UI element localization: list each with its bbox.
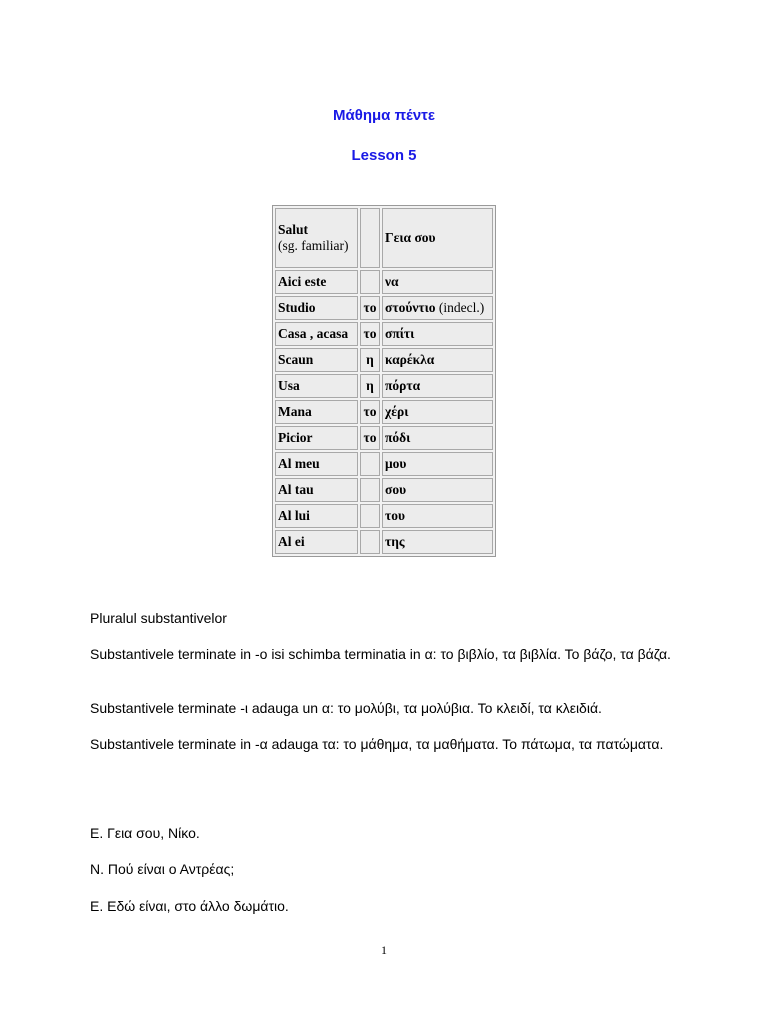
paragraph-2: Substantivele terminate -ι adauga un α: το μολύβι, τα μολύβια. Το κλειδί, τα κλειδιά. (90, 700, 602, 716)
title-lesson: Lesson 5 (351, 147, 417, 164)
greek-cell (382, 400, 493, 424)
page-number: 1 (381, 943, 387, 957)
article-cell (360, 270, 380, 294)
table-row (275, 322, 493, 346)
romanian-cell: Al ei (275, 530, 358, 554)
article-cell (360, 504, 380, 528)
table-row (275, 374, 493, 398)
romanian-cell: Scaun (275, 348, 358, 372)
dialog-line-3: Ε. Εδώ είναι, στο άλλο δωμάτιο. (90, 898, 289, 914)
romanian-cell: Casa , acasa (275, 322, 358, 346)
article-cell: το (360, 322, 380, 346)
greek-cell (382, 374, 493, 398)
dialog-line-1: Ε. Γεια σου, Νίκο. (90, 825, 200, 841)
vocabulary-table (272, 205, 496, 557)
greek-cell (382, 322, 493, 346)
greek-cell (382, 426, 493, 450)
romanian-cell: Mana (275, 400, 358, 424)
greek-word: σπίτι (385, 326, 415, 341)
paragraph-1: Substantivele terminate in -o isi schimba terminatia in α: το βιβλίο, τα βιβλία. Το βάζο, τα βάζα. (90, 646, 671, 662)
paragraph-3: Substantivele terminate in -α adauga τα: το μάθημα, τα μαθήματα. Το πάτωμα, τα πατώματα. (90, 736, 664, 752)
table-row (275, 426, 493, 450)
table-row (275, 296, 493, 320)
table-row (275, 504, 493, 528)
greek-cell (382, 478, 493, 502)
greek-word: να (385, 274, 399, 289)
greek-word: καρέκλα (385, 352, 435, 367)
article-cell: το (360, 426, 380, 450)
greek-word: στούντιο (385, 300, 436, 315)
romanian-cell: Aici este (275, 270, 358, 294)
greek-word: χέρι (385, 404, 409, 419)
romanian-cell: Al meu (275, 452, 358, 476)
greek-cell (382, 452, 493, 476)
greek-word: της (385, 534, 405, 549)
romanian-cell: Usa (275, 374, 358, 398)
greek-word: του (385, 508, 405, 523)
greek-word: πόρτα (385, 378, 421, 393)
greek-cell (382, 504, 493, 528)
greek-cell (382, 296, 493, 320)
article-cell (360, 452, 380, 476)
greek-word: μου (385, 456, 407, 471)
article-cell (360, 478, 380, 502)
article-cell: η (360, 348, 380, 372)
article-cell: η (360, 374, 380, 398)
romanian-cell (275, 208, 358, 268)
title-greek: Μάθημα πέντε (333, 107, 435, 124)
romanian-cell: Studio (275, 296, 358, 320)
section-heading: Pluralul substantivelor (90, 610, 227, 626)
romanian-cell: Picior (275, 426, 358, 450)
table-row (275, 208, 493, 268)
dialog-line-2: Ν. Πού είναι ο Αντρέας; (90, 861, 235, 877)
greek-word: πόδι (385, 430, 411, 445)
romanian-note: (sg. familiar) (278, 238, 349, 253)
table-row (275, 452, 493, 476)
table-row (275, 530, 493, 554)
table-row (275, 478, 493, 502)
table-row (275, 270, 493, 294)
romanian-word: Salut (278, 222, 309, 237)
greek-cell: Γεια σου (382, 208, 493, 268)
romanian-cell: Al lui (275, 504, 358, 528)
romanian-cell: Al tau (275, 478, 358, 502)
table-row (275, 400, 493, 424)
article-cell: το (360, 296, 380, 320)
greek-word: σου (385, 482, 407, 497)
greek-cell (382, 530, 493, 554)
table-row (275, 348, 493, 372)
greek-cell (382, 348, 493, 372)
article-cell: το (360, 400, 380, 424)
greek-note: (indecl.) (435, 300, 485, 315)
article-cell (360, 530, 380, 554)
article-cell (360, 208, 380, 268)
greek-cell (382, 270, 493, 294)
